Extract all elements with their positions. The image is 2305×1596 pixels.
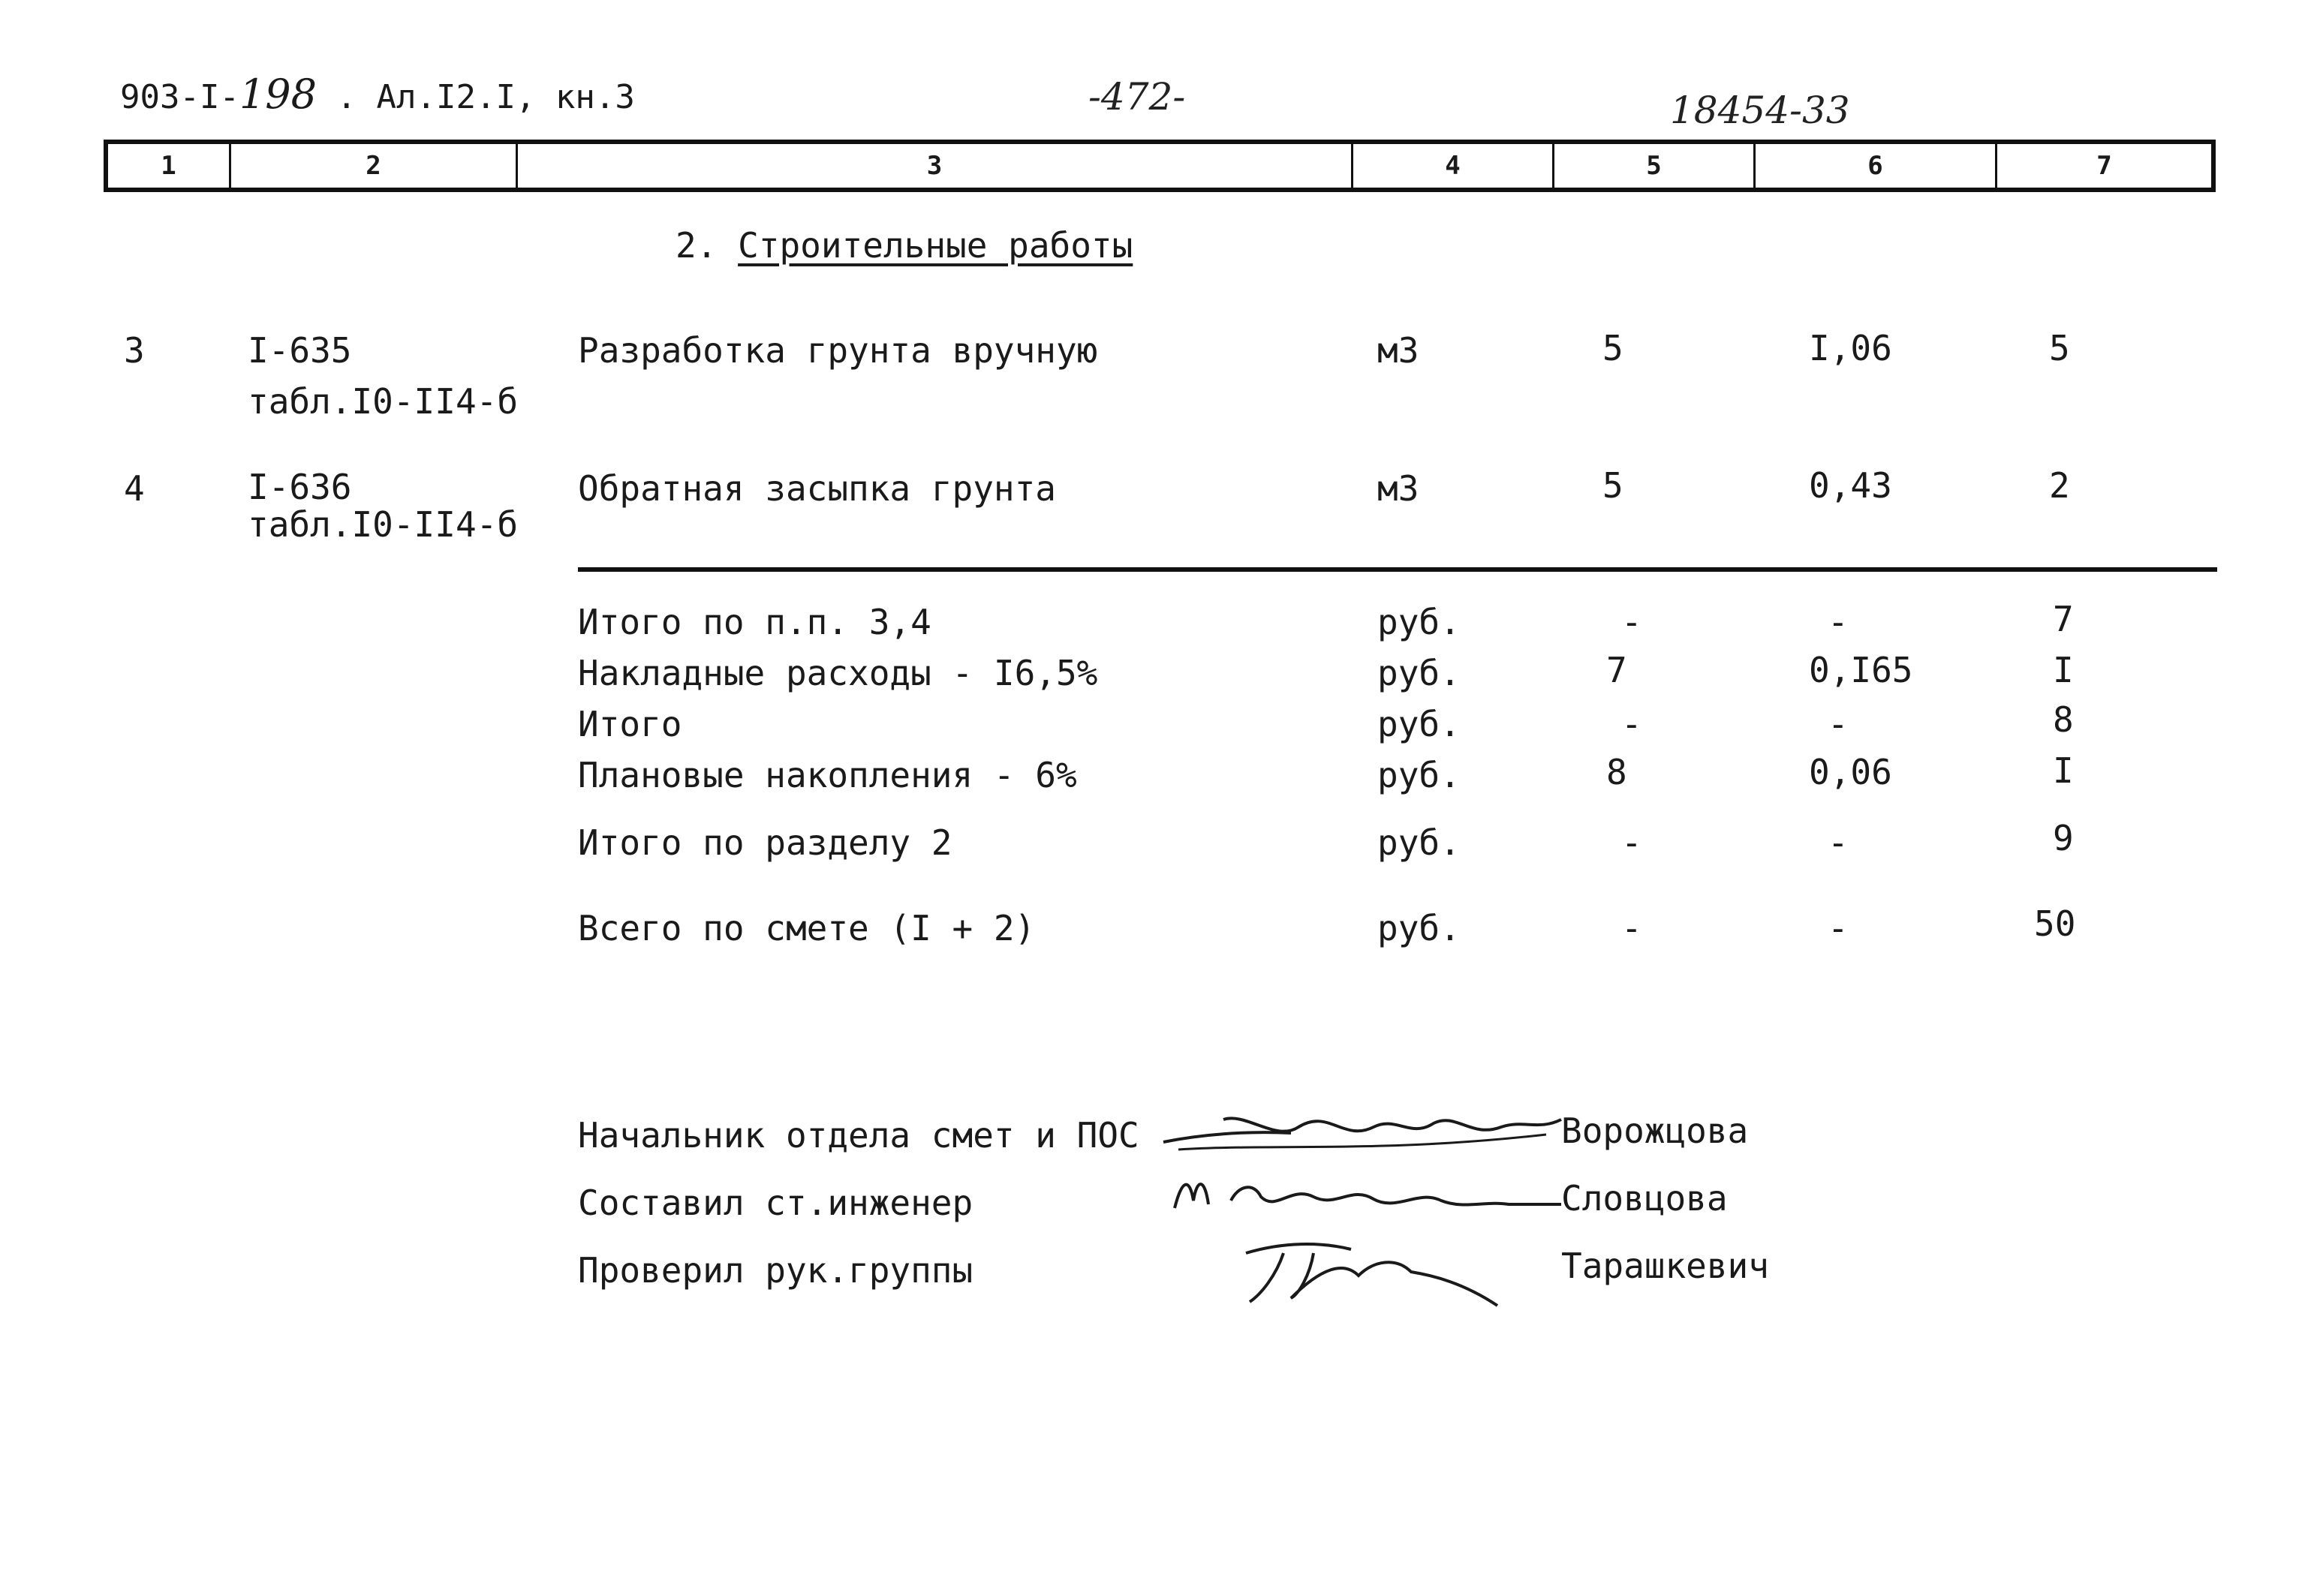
signature-name-compiler: Словцова — [1561, 1178, 1728, 1219]
total-name-5: Итого по разделу 2 — [578, 822, 952, 863]
total-qty-4: 8 — [1606, 752, 1627, 792]
row-3-number: 3 — [124, 330, 145, 371]
total-unit-5: руб. — [1377, 822, 1461, 863]
total-name-6: Всего по смете (I + 2) — [578, 908, 1036, 948]
sheet-number: 18454-33 — [1670, 89, 1850, 132]
row-3-code: I-635 — [248, 330, 352, 371]
total-qty-2: 7 — [1606, 650, 1627, 690]
total-name-3: Итого — [578, 704, 682, 744]
row-4-quantity: 5 — [1602, 465, 1623, 506]
document-code-suffix: . Ал.I2.I, кн.3 — [336, 78, 635, 116]
total-price-3: - — [1828, 704, 1849, 744]
total-unit-2: руб. — [1377, 653, 1461, 693]
column-header-6: 6 — [1756, 144, 1997, 188]
total-name-2: Накладные расходы - I6,5% — [578, 653, 1098, 693]
total-sum-1: 7 — [2053, 599, 2074, 639]
document-code — [120, 71, 635, 118]
column-header-1: 1 — [108, 144, 231, 188]
total-qty-1: - — [1621, 602, 1642, 642]
page-number: -472- — [1088, 75, 1186, 119]
row-3-unit: м3 — [1377, 330, 1419, 371]
total-sum-2: I — [2053, 650, 2074, 690]
row-3-name: Разработка грунта вручную — [578, 330, 1098, 371]
total-name-4: Плановые накопления - 6% — [578, 755, 1077, 795]
total-sum-3: 8 — [2053, 699, 2074, 740]
column-header-3: 3 — [518, 144, 1353, 188]
row-3-total: 5 — [2049, 328, 2070, 368]
total-qty-5: - — [1621, 822, 1642, 863]
document-code-prefix: 903-I- — [120, 78, 239, 116]
section-title — [676, 225, 1133, 266]
total-sum-4: I — [2053, 750, 2074, 791]
total-qty-3: - — [1621, 704, 1642, 744]
signature-role-compiler: Составил ст.инженер — [578, 1183, 973, 1223]
handwritten-signature-compiler — [1171, 1171, 1569, 1231]
signature-name-checker: Тарашкевич — [1561, 1246, 1769, 1286]
total-price-4: 0,06 — [1809, 752, 1892, 792]
column-header-2: 2 — [231, 144, 518, 188]
row-4-table-ref: табл.I0-II4-б — [248, 504, 519, 545]
signature-role-checker: Проверил рук.группы — [578, 1250, 973, 1291]
row-3-price: I,06 — [1809, 328, 1892, 368]
total-sum-6: 50 — [2034, 903, 2076, 944]
total-name-1: Итого по п.п. 3,4 — [578, 602, 931, 642]
total-unit-4: руб. — [1377, 755, 1461, 795]
column-header-5: 5 — [1554, 144, 1756, 188]
total-unit-6: руб. — [1377, 908, 1461, 948]
total-sum-5: 9 — [2053, 818, 2074, 858]
row-4-unit: м3 — [1377, 468, 1419, 509]
row-4-price: 0,43 — [1809, 465, 1892, 506]
section-number: 2. — [676, 225, 718, 266]
column-header-row — [104, 140, 2216, 192]
total-price-5: - — [1828, 822, 1849, 863]
row-3-table-ref: табл.I0-II4-б — [248, 381, 519, 422]
handwritten-signature-checker — [1238, 1231, 1509, 1313]
totals-divider — [578, 567, 2217, 572]
total-qty-6: - — [1621, 908, 1642, 948]
row-3-quantity: 5 — [1602, 328, 1623, 368]
total-price-1: - — [1828, 602, 1849, 642]
row-4-name: Обратная засыпка грунта — [578, 468, 1056, 509]
total-price-2: 0,I65 — [1809, 650, 1913, 690]
row-4-number: 4 — [124, 468, 145, 509]
total-unit-3: руб. — [1377, 704, 1461, 744]
row-4-total: 2 — [2049, 465, 2070, 506]
row-4-code: I-636 — [248, 467, 352, 507]
signature-name-head: Ворожцова — [1561, 1111, 1749, 1151]
column-header-4: 4 — [1353, 144, 1554, 188]
column-header-7: 7 — [2096, 151, 2112, 181]
document-code-handwritten: 198 — [239, 71, 317, 118]
handwritten-signature-head — [1156, 1097, 1576, 1165]
signature-role-head: Начальник отдела смет и ПОС — [578, 1115, 1139, 1156]
total-unit-1: руб. — [1377, 602, 1461, 642]
total-price-6: - — [1828, 908, 1849, 948]
section-name: Строительные работы — [738, 225, 1133, 266]
